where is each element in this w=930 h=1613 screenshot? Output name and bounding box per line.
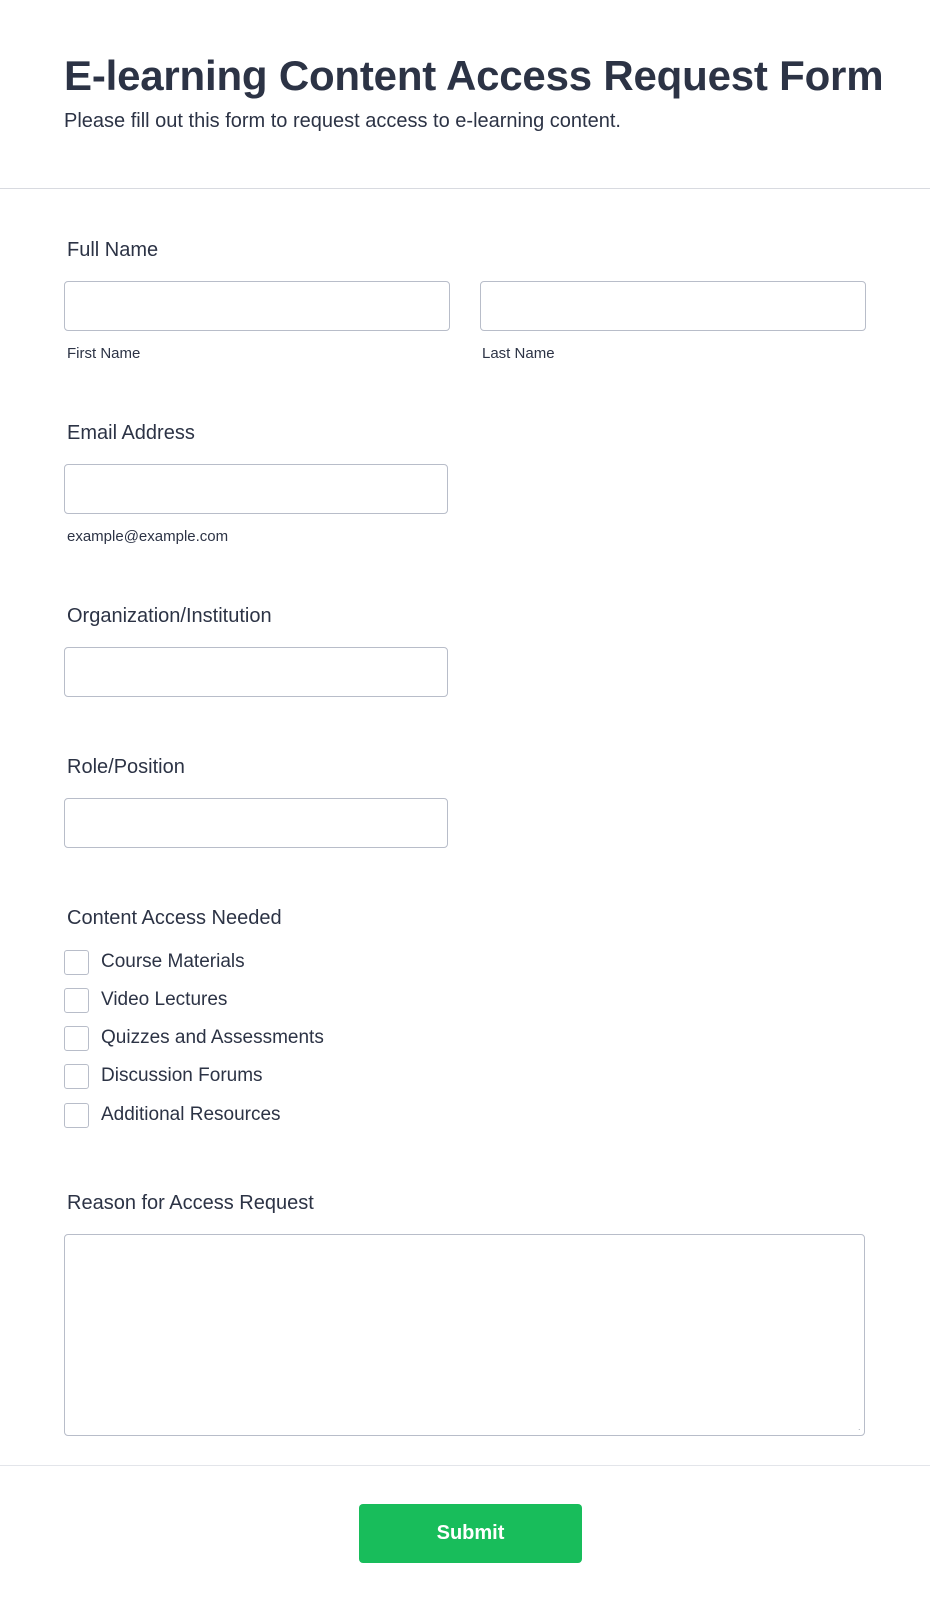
first-name-input[interactable] xyxy=(64,281,450,331)
reason-textarea[interactable] xyxy=(64,1234,865,1436)
checkbox-box[interactable] xyxy=(64,950,89,975)
content-access-label: Content Access Needed xyxy=(67,907,282,929)
email-label: Email Address xyxy=(67,422,195,444)
organization-label: Organization/Institution xyxy=(67,605,272,627)
checkbox-box[interactable] xyxy=(64,988,89,1013)
checkbox-box[interactable] xyxy=(64,1026,89,1051)
checkbox-box[interactable] xyxy=(64,1064,89,1089)
email-sublabel: example@example.com xyxy=(67,528,229,545)
footer-divider xyxy=(0,1465,930,1466)
checkbox-quizzes-assessments[interactable] xyxy=(64,1025,324,1051)
checkbox-course-materials[interactable] xyxy=(64,949,245,975)
checkbox-label: Quizzes and Assessments xyxy=(101,1027,324,1048)
resize-handle-icon[interactable] xyxy=(850,1420,860,1430)
form-title: E-learning Content Access Request Form xyxy=(64,52,884,99)
checkbox-label: Discussion Forums xyxy=(101,1065,263,1086)
role-input[interactable] xyxy=(64,798,448,848)
submit-button[interactable]: Submit xyxy=(359,1504,582,1563)
form-header xyxy=(0,0,930,189)
checkbox-additional-resources[interactable] xyxy=(64,1102,281,1128)
checkbox-discussion-forums[interactable] xyxy=(64,1063,263,1089)
full-name-label: Full Name xyxy=(67,239,159,261)
last-name-input[interactable] xyxy=(480,281,866,331)
organization-input[interactable] xyxy=(64,647,448,697)
checkbox-label: Additional Resources xyxy=(101,1104,281,1125)
checkbox-label: Video Lectures xyxy=(101,989,228,1010)
role-label: Role/Position xyxy=(67,756,185,778)
checkbox-label: Course Materials xyxy=(101,951,245,972)
last-name-sublabel: Last Name xyxy=(482,345,555,362)
form-subtitle: Please fill out this form to request access to e-learning content. xyxy=(64,110,621,132)
checkbox-video-lectures[interactable] xyxy=(64,987,227,1013)
checkbox-box[interactable] xyxy=(64,1103,89,1128)
reason-label: Reason for Access Request xyxy=(67,1192,314,1214)
email-input[interactable] xyxy=(64,464,448,514)
first-name-sublabel: First Name xyxy=(67,345,141,362)
